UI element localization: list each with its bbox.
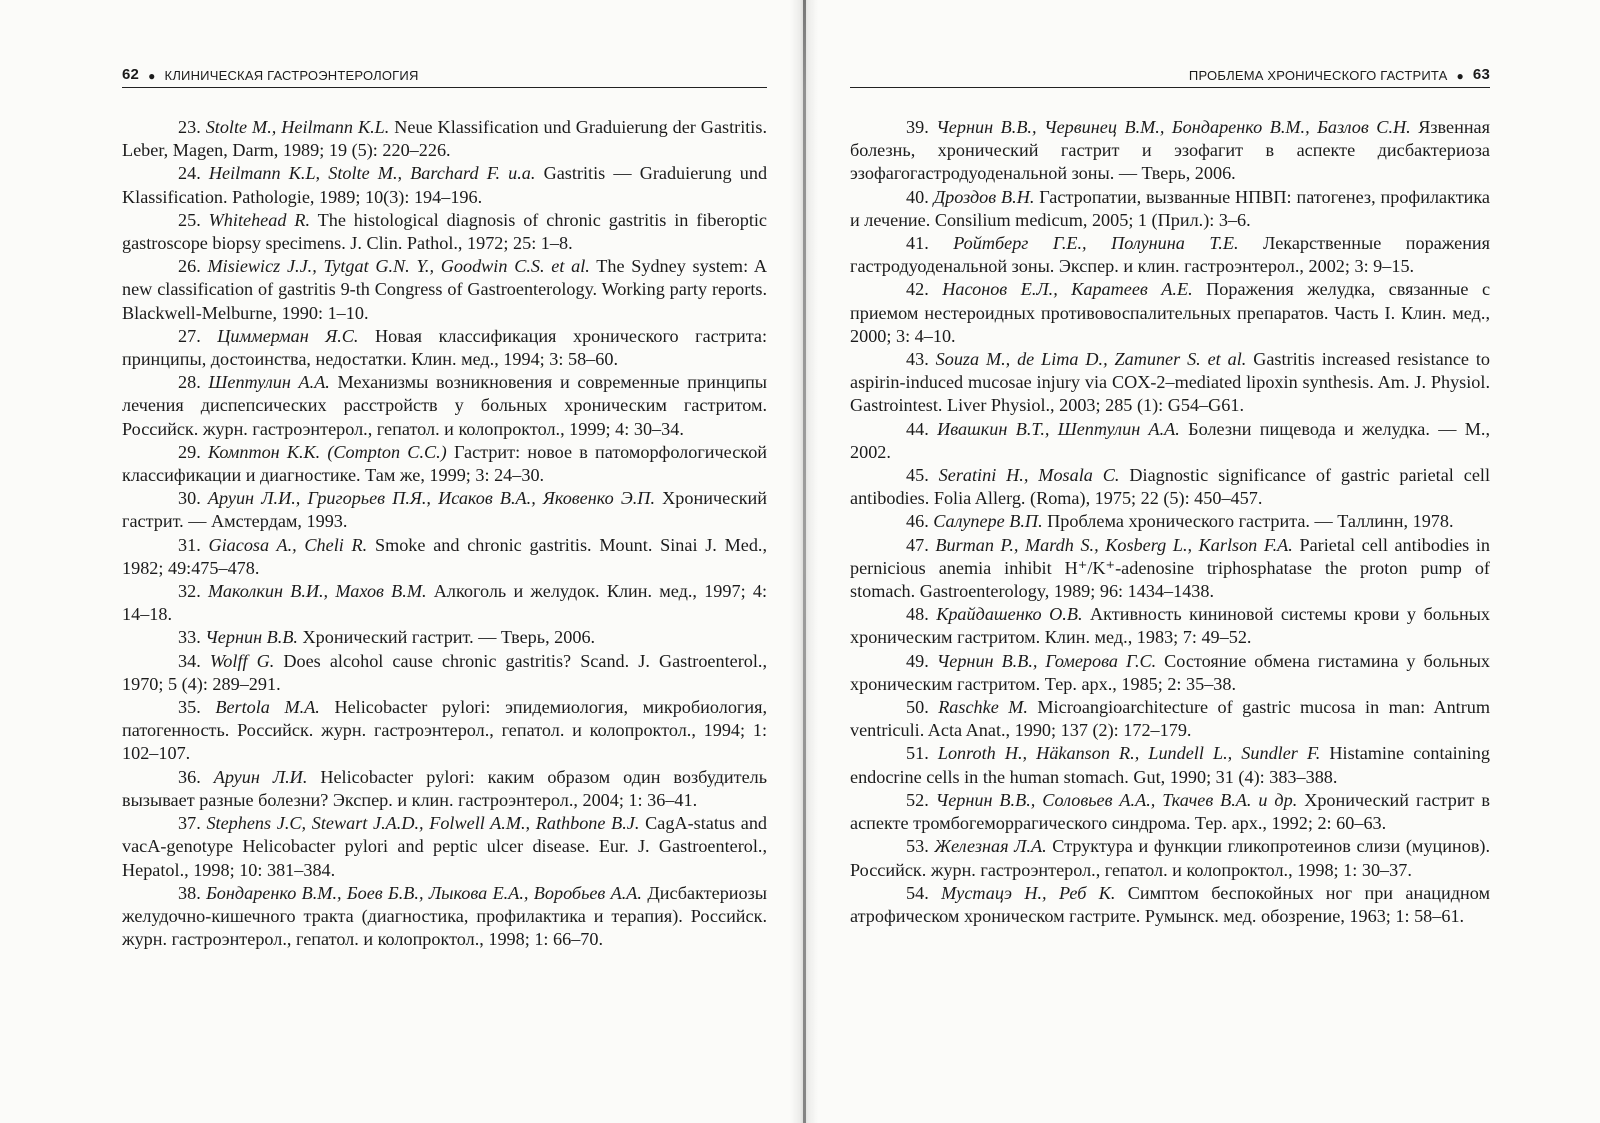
- reference-authors: Бондаренко В.М., Боев Б.В., Лыкова Е.А., Воробьев А.А.: [206, 882, 642, 903]
- reference-number: 39.: [906, 117, 929, 137]
- reference-authors: Аруин Л.И., Григорьев П.Я., Исаков В.А., Яковенко Э.П.: [207, 488, 655, 509]
- reference-item: [122, 626, 767, 649]
- reference-item: [122, 534, 767, 580]
- reference-number: 52.: [906, 789, 929, 810]
- reference-authors: Ивашкин В.Т., Шептулин А.А.: [937, 418, 1180, 439]
- reference-authors: Heilmann K.L, Stolte M., Barchard F. u.a.: [208, 163, 536, 184]
- reference-item: [850, 464, 1490, 510]
- reference-text: Поражения желудка, связанные с приемом нестероидных противовоспалительных препаратов. Часть I. Клин. мед., 2000; 3: 4–10.: [850, 279, 1491, 346]
- reference-item: [122, 487, 767, 533]
- reference-number: 45.: [906, 465, 929, 486]
- reference-authors: Wolff G.: [209, 650, 275, 671]
- reference-authors: Souza M., de Lima D., Zamuner S. et al.: [935, 349, 1247, 370]
- running-head-right: [850, 62, 1490, 88]
- reference-number: 30.: [178, 488, 201, 509]
- reference-number: 28.: [178, 372, 201, 393]
- running-head-title: ПРОБЛЕМА ХРОНИЧЕСКОГО ГАСТРИТА: [1188, 68, 1448, 83]
- running-head-left: [122, 62, 767, 88]
- reference-number: 44.: [906, 418, 929, 439]
- reference-number: 26.: [178, 256, 201, 277]
- reference-authors: Bertola M.A.: [215, 697, 320, 718]
- reference-text: Проблема хронического гастрита. — Таллинн, 1978.: [1047, 511, 1454, 532]
- page-number: 62: [122, 66, 140, 83]
- reference-text: Histamine containing endocrine cells in the human stomach. Gut, 1990; 31 (4): 383–388.: [850, 743, 1490, 787]
- reference-authors: Чернин В.В., Гомерова Г.С.: [936, 650, 1157, 671]
- reference-authors: Burman P., Mardh S., Kosberg L., Karlson F.A.: [935, 534, 1293, 555]
- reference-item: [122, 325, 767, 371]
- reference-text: Neue Klassification und Graduierung der Gastritis. Leber, Magen, Darm, 1989; 19 (5): 220–226.: [122, 117, 767, 161]
- reference-number: 54.: [906, 882, 929, 903]
- reference-text: Структура и функции гликопротеинов слизи (муцинов). Российск. журн. гастроэнтерол., гепатол. и колопроктол., 1998; 1: 30–37.: [850, 836, 1491, 880]
- reference-text: Алкоголь и желудок. Клин. мед., 1997; 4: 14–18.: [122, 581, 768, 625]
- reference-item: [850, 418, 1490, 464]
- reference-item: [850, 510, 1490, 533]
- reference-text: Does alcohol cause chronic gastritis? Scand. J. Gastroenterol., 1970; 5 (4): 289–291.: [122, 650, 768, 694]
- reference-number: 36.: [178, 766, 201, 787]
- reference-authors: Насонов Е.Л., Каратеев А.Е.: [942, 279, 1193, 300]
- reference-text: Активность кининовой системы крови у больных хроническим гастритом. Клин. мед., 1983; 7: 49–52.: [850, 604, 1491, 648]
- reference-authors: Ройтберг Г.Е., Полунина Т.Е.: [953, 233, 1239, 254]
- reference-authors: Дроздов В.Н.: [933, 186, 1035, 207]
- reference-text: Гастрит: новое в патоморфологической классификации и диагностике. Там же, 1999; 3: 24–30.: [122, 441, 768, 486]
- reference-number: 47.: [906, 534, 929, 555]
- reference-item: [850, 696, 1490, 742]
- reference-number: 31.: [178, 534, 201, 555]
- reference-text: Helicobacter pylori: эпидемиология, микробиология, патогенность. Российск. журн. гастроэнтерол., гепатол. и колопроктол., 1994; 1: 102–107.: [122, 697, 768, 764]
- reference-text: Helicobacter pylori: каким образом один возбудитель вызывает разные болезни? Экспер. и клин. гастроэнтерол., 2004; 1: 36–41.: [122, 766, 768, 810]
- reference-text: Язвенная болезнь, хронический гастрит и эзофагит в аспекте дисбактериоза эзофагогастродуоденальной зоны. — Тверь, 2006.: [850, 117, 1490, 184]
- reference-number: 33.: [178, 627, 201, 648]
- reference-item: [850, 742, 1490, 788]
- reference-text: Лекарственные поражения гастродуоденальной зоны. Экспер. и клин. гастроэнтерол., 2002; 3: 9–15.: [850, 233, 1491, 277]
- reference-authors: Чернин В.В., Червинец В.М., Бондаренко В.М., Базлов С.Н.: [936, 117, 1411, 137]
- reference-number: 23.: [178, 117, 201, 137]
- reference-authors: Raschke M.: [938, 697, 1028, 718]
- reference-text: Хронический гастрит. — Тверь, 2006.: [302, 627, 596, 648]
- reference-number: 37.: [178, 813, 201, 834]
- reference-number: 29.: [178, 441, 201, 462]
- reference-authors: Салупере В.П.: [933, 511, 1043, 532]
- right-page: [810, 0, 1600, 1123]
- reference-authors: Комптон К.К. (Compton С.С.): [207, 441, 447, 462]
- reference-item: [850, 835, 1490, 881]
- reference-item: [122, 580, 767, 626]
- reference-authors: Seratini H., Mosala C.: [938, 465, 1120, 486]
- reference-number: 50.: [906, 697, 929, 718]
- reference-text: Болезни пищевода и желудка. — М., 2002.: [850, 418, 1491, 462]
- bullet-icon: ●: [148, 69, 156, 83]
- reference-text: Новая классификация хронического гастрита: принципы, достоинства, недостатки. Клин. мед., 1994; 3: 58–60.: [122, 325, 768, 370]
- reference-item: [122, 371, 767, 441]
- reference-text: Diagnostic significance of gastric parietal cell antibodies. Folia Allerg. (Roma), 1975; 22 (5): 450–457.: [850, 465, 1491, 509]
- reference-item: [122, 255, 767, 325]
- reference-authors: Lonroth H., Häkanson R., Lundell L., Sundler F.: [937, 743, 1321, 764]
- running-head-title: КЛИНИЧЕСКАЯ ГАСТРОЭНТЕРОЛОГИЯ: [164, 68, 419, 83]
- reference-authors: Циммерман Я.С.: [217, 325, 359, 346]
- reference-authors: Whitehead R.: [208, 209, 311, 230]
- reference-number: 34.: [178, 650, 201, 671]
- reference-text: Gastritis — Graduierung und Klassification. Pathologie, 1989; 10(3): 194–196.: [122, 163, 768, 207]
- reference-number: 48.: [906, 604, 929, 625]
- reference-item: [122, 441, 767, 487]
- reference-authors: Железная Л.А.: [934, 836, 1047, 857]
- reference-item: [122, 766, 767, 812]
- reference-text: Microangioarchitecture of gastric mucosa in man: Antrum ventriculi. Acta Anat., 1990; 137 (2): 172–179.: [850, 697, 1491, 741]
- reference-number: 49.: [906, 650, 929, 671]
- reference-item: [850, 534, 1490, 604]
- reference-item: [850, 186, 1490, 232]
- reference-authors: Маколкин В.И., Махов В.М.: [207, 581, 427, 602]
- reference-text: Хронический гастрит. — Амстердам, 1993.: [122, 488, 768, 532]
- reference-item: [122, 162, 767, 208]
- reference-authors: Giacosa A., Cheli R.: [208, 534, 368, 555]
- reference-number: 53.: [906, 836, 929, 857]
- reference-authors: Шептулин А.А.: [208, 372, 330, 393]
- reference-text: Smoke and chronic gastritis. Mount. Sinai J. Med., 1982; 49:475–478.: [122, 534, 768, 578]
- reference-item: [122, 116, 767, 162]
- reference-text: CagA-status and vacA-genotype Helicobacter pylori and peptic ulcer disease. Eur. J. Gastroenterol., Hepatol., 1998; 10: 381–384.: [122, 813, 768, 880]
- reference-number: 32.: [178, 581, 201, 602]
- reference-authors: Misiewicz J.J., Tytgat G.N. Y., Goodwin C.S. et al.: [207, 256, 590, 277]
- reference-item: [122, 882, 767, 952]
- reference-number: 35.: [178, 697, 201, 718]
- book-spine-shadow: [803, 0, 806, 1123]
- reference-number: 41.: [906, 233, 929, 254]
- reference-authors: Чернин В.В., Соловьев А.А., Ткачев В.А. и др.: [935, 789, 1298, 810]
- reference-item: [850, 650, 1490, 696]
- page-number: 63: [1472, 66, 1490, 83]
- reference-number: 24.: [178, 163, 201, 184]
- reference-item: [122, 209, 767, 255]
- reference-item: [850, 232, 1490, 278]
- reference-authors: Мустацэ Н., Реб К.: [941, 882, 1116, 903]
- reference-text: Гастропатии, вызванные НПВП: патогенез, профилактика и лечение. Consilium medicum, 2005; 1 (Прил.): 3–6.: [850, 186, 1491, 230]
- reference-item: [850, 603, 1490, 649]
- reference-number: 38.: [178, 882, 201, 903]
- reference-item: [122, 650, 767, 696]
- reference-number: 40.: [906, 186, 929, 207]
- reference-list: [122, 116, 767, 951]
- reference-number: 25.: [178, 209, 201, 230]
- reference-text: Симптом беспокойных ног при анацидном атрофическом хроническом гастрите. Румынск. мед. обозрение, 1963; 1: 58–61.: [850, 882, 1490, 926]
- reference-text: Parietal cell antibodies in pernicious anemia inhibit H⁺/K⁺-adenosine triphosphatase the proton pump of stomach. Gastroenterology, 1989; 96: 1434–1438.: [850, 534, 1490, 602]
- reference-authors: Stolte M., Heilmann K.L.: [205, 117, 390, 137]
- reference-text: Механизмы возникновения и современные принципы лечения диспепсических расстройств у больных хроническим гастритом. Российск. журн. гастроэнтерол., гепатол. и колопроктол., 1999; 4: 30–34.: [122, 372, 768, 439]
- reference-item: [850, 116, 1490, 186]
- reference-item: [850, 348, 1490, 418]
- reference-item: [122, 812, 767, 882]
- reference-text: Хронический гастрит в аспекте тромбогеморрагического синдрома. Тер. арх., 1992; 2: 60–63.: [850, 789, 1491, 834]
- reference-text: The Sydney system: A new classification of gastritis 9-th Congress of Gastroenterology. Working party reports. Blackwell-Melburne, 1990: 1–10.: [122, 256, 768, 323]
- reference-authors: Аруин Л.И.: [213, 766, 308, 787]
- reference-text: Состояние обмена гистамина у больных хроническим гастритом. Тер. арх., 1985; 2: 35–38.: [850, 650, 1491, 694]
- reference-item: [850, 278, 1490, 348]
- reference-number: 43.: [906, 349, 929, 370]
- reference-text: Дисбактериозы желудочно-кишечного тракта (диагностика, профилактика и терапия). Российск. журн. гастроэнтерол., гепатол. и колопроктол., 1998; 1: 66–70.: [122, 882, 768, 950]
- bullet-icon: ●: [1456, 69, 1464, 83]
- reference-number: 51.: [906, 743, 929, 764]
- reference-number: 46.: [906, 511, 929, 532]
- reference-text: The histological diagnosis of chronic gastritis in fiberoptic gastroscope biopsy specimens. J. Clin. Pathol., 1972; 25: 1–8.: [122, 209, 768, 254]
- reference-number: 27.: [178, 325, 201, 346]
- reference-authors: Stephens J.C, Stewart J.A.D., Folwell A.M., Rathbone B.J.: [206, 813, 640, 834]
- reference-text: Gastritis increased resistance to aspirin-induced mucosae injury via COX-2–mediated lipoxin synthesis. Am. J. Physiol. Gastrointest. Liver Physiol., 2003; 285 (1): G54–G61.: [850, 349, 1490, 416]
- reference-authors: Чернин В.В.: [205, 627, 298, 648]
- reference-authors: Крайдашенко О.В.: [936, 604, 1083, 625]
- reference-item: [122, 696, 767, 766]
- reference-list: [850, 116, 1490, 928]
- reference-item: [850, 789, 1490, 835]
- reference-item: [850, 882, 1490, 928]
- reference-number: 42.: [906, 279, 929, 300]
